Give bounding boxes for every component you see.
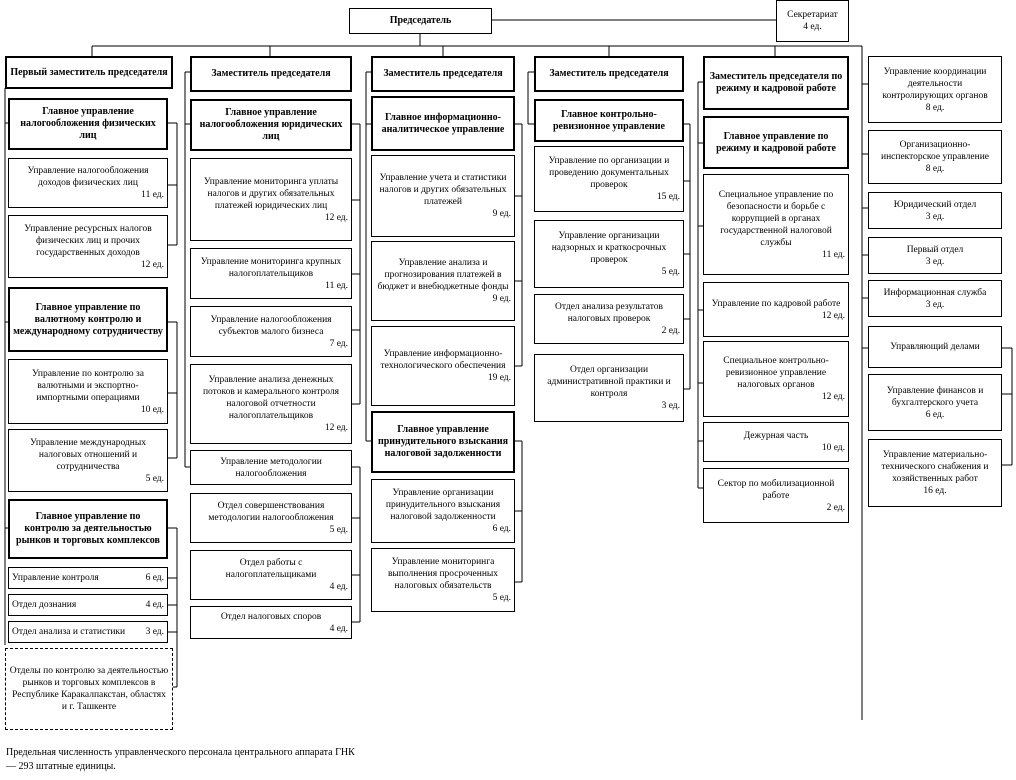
unit-count: 12 ед. [324, 212, 348, 223]
col4-deputy-box [534, 56, 684, 92]
unit-count: 9 ед. [492, 294, 511, 304]
col1-dept2-unit-1 [8, 359, 168, 424]
col5-dept1-unit-3 [703, 341, 849, 417]
col6-unit-3 [868, 192, 1002, 229]
col4-dept1-unit-3 [534, 294, 684, 344]
unit-count: 11 ед. [822, 249, 845, 260]
col5-deputy-title: Заместитель председателя по режиму и кадровой работе [709, 71, 843, 94]
col3-dept2-unit-1 [371, 479, 515, 543]
unit-count: 12 ед. [324, 423, 348, 433]
unit-title: Управление мониторинга выполнения просроченных налоговых обязательств [387, 557, 499, 591]
col3-deputy-box [371, 56, 515, 92]
col3-dept2-title: Главное управление принудительного взыскания налоговой задолженности [377, 424, 509, 459]
unit-title: Отдел анализа и статистики [12, 627, 126, 637]
col5-dept1-unit-2 [703, 282, 849, 337]
unit-count: 2 ед. [661, 326, 680, 336]
unit-title: Управление по контролю за валютными и экспортно-импортными операциями [31, 368, 145, 403]
first-deputy-box [5, 56, 173, 89]
col5-deputy-box [703, 56, 849, 110]
unit-title: Управление по кадровой работе [711, 298, 841, 309]
unit-title: Управление международных налоговых отношений и сотрудничества [30, 437, 146, 472]
unit-count: 5 ед. [661, 267, 680, 277]
col1-dept2-unit-2 [8, 429, 168, 492]
col1-dept3-unit-3 [8, 621, 168, 643]
col2-dept2-unit-1 [190, 493, 352, 543]
unit-title: Отдел анализа результатов налоговых проверок [554, 302, 663, 324]
unit-count: 6 ед. [145, 573, 164, 583]
unit-count: 19 ед. [487, 373, 511, 383]
unit-title: Управление анализа денежных потоков и камерального контроля налоговой отчетности налогоплательщиков [202, 375, 340, 421]
col1-dept1-unit-1 [8, 158, 168, 208]
unit-title: Сектор по мобилизационной работе [717, 478, 835, 501]
unit-title: Управление мониторинга уплаты налогов и других обязательных платежей юридических лиц [203, 176, 339, 211]
col4-dept1-unit-2 [534, 220, 684, 288]
col4-dept1-title: Главное контрольно-ревизионное управление [552, 108, 665, 132]
col3-dept1-box [371, 96, 515, 151]
unit-title: Организационно-инспекторское управление [880, 140, 989, 162]
col1-dept1-box [8, 98, 168, 150]
unit-title: Отдел работы с налогоплательщиками [225, 558, 317, 580]
col6-unit-2 [868, 130, 1002, 184]
col5-dept1-unit-1 [703, 174, 849, 275]
col1-dept3-title: Главное управление по контролю за деятельностью рынков и торговых комплексов [16, 511, 160, 546]
unit-count: 5 ед. [329, 525, 348, 535]
regional-title: Отделы по контролю за деятельностью рынков и торговых комплексов в Республике Каракалпакстан, областях и г. Ташкенте [9, 666, 169, 712]
col4-deputy-title: Заместитель председателя [549, 68, 669, 79]
col2-dept1-unit-4 [190, 364, 352, 444]
unit-title: Управление контроля [12, 573, 99, 583]
unit-count: 4 ед. [145, 600, 164, 610]
col2-dept2-box [190, 450, 352, 485]
unit-count: 11 ед. [141, 190, 164, 200]
unit-title: Специальное управление по безопасности и борьбе с коррупцией в органах государственной налоговой службы [718, 189, 834, 248]
unit-title: Управление мониторинга крупных налогоплательщиков [200, 256, 342, 279]
col6-manager-unit-2 [868, 439, 1002, 507]
unit-title: Первый отдел [906, 244, 964, 255]
unit-title: Управление анализа и прогнозирования платежей в бюджет и внебюджетные фонды [377, 258, 509, 292]
chairman-title: Председатель [389, 15, 452, 26]
col3-deputy-title: Заместитель председателя [383, 68, 503, 79]
regional-departments-box [5, 648, 173, 730]
col2-dept1-unit-2 [190, 248, 352, 299]
unit-count: 11 ед. [325, 280, 348, 291]
col2-dept1-unit-3 [190, 306, 352, 357]
col2-deputy-title: Заместитель председателя [211, 68, 331, 79]
first-deputy-title: Первый заместитель председателя [10, 66, 168, 78]
unit-count: 6 ед. [492, 524, 511, 534]
col1-dept3-unit-2 [8, 594, 168, 616]
col4-dept1-box [534, 99, 684, 142]
unit-title: Управление налогообложения субъектов малого бизнеса [210, 314, 332, 337]
unit-count: 4 ед. [329, 582, 348, 592]
unit-count: 2 ед. [826, 502, 845, 513]
secretariat-title: Секретариат [787, 10, 838, 20]
col4-dept1-unit-4 [534, 354, 684, 422]
unit-title: Дежурная часть [743, 431, 809, 441]
unit-count: 12 ед. [140, 259, 164, 270]
unit-count: 16 ед. [923, 486, 947, 496]
col5-dept1-unit-5 [703, 468, 849, 523]
unit-count: 3 ед. [925, 256, 945, 267]
unit-count: 12 ед. [821, 392, 845, 402]
col1-dept3-unit-1 [8, 567, 168, 589]
col5-dept1-unit-4 [703, 422, 849, 462]
unit-count: 7 ед. [329, 338, 348, 349]
unit-title: Отдел дознания [12, 600, 77, 610]
col6-unit-5 [868, 280, 1002, 317]
col1-dept3-box [8, 499, 168, 559]
col2-dept1-unit-1 [190, 158, 352, 241]
col3-dept1-unit-2 [371, 241, 515, 321]
unit-title: Управление координации деятельности контролирующих органов [882, 66, 988, 101]
secretariat-count: 4 ед. [803, 22, 822, 32]
unit-count: 5 ед. [145, 473, 164, 484]
unit-title: Отдел организации административной практики и контроля [547, 365, 671, 399]
unit-title: Специальное контрольно-ревизионное управление налоговых органов [723, 356, 829, 390]
unit-count: 10 ед. [821, 443, 845, 453]
unit-title: Управление налогообложения доходов физических лиц [27, 166, 149, 188]
col5-dept1-box [703, 116, 849, 169]
col3-dept1-title: Главное информационно-аналитическое управление [381, 111, 505, 135]
unit-count: 15 ед. [656, 192, 680, 202]
col2-dept2-unit-2 [190, 550, 352, 600]
col5-dept1-title: Главное управление по режиму и кадровой работе [716, 130, 836, 154]
col3-dept1-unit-3 [371, 326, 515, 406]
unit-count: 4 ед. [329, 623, 348, 634]
secretariat-box [776, 0, 849, 42]
col6-unit-4 [868, 237, 1002, 274]
unit-count: 8 ед. [925, 102, 945, 113]
footnote: Предельная численность управленческого персонала центрального аппарата ГНК — 293 штатные единицы. [6, 747, 355, 772]
col2-dept1-box [190, 99, 352, 151]
unit-title: Отдел совершенствования методологии налогообложения [208, 501, 334, 523]
unit-count: 3 ед. [925, 299, 945, 310]
col6-unit-1 [868, 56, 1002, 123]
col1-dept1-title: Главное управление налогообложения физических лиц [20, 106, 156, 141]
unit-count: 3 ед. [925, 211, 945, 222]
col2-dept2-title: Управление методологии налогообложения [220, 456, 322, 479]
managing-director-title: Управляющий делами [890, 342, 980, 352]
unit-title: Отдел налоговых споров [220, 611, 322, 622]
chairman-box [349, 8, 492, 34]
col1-dept1-unit-2 [8, 215, 168, 278]
unit-count: 9 ед. [492, 209, 511, 219]
col6-manager-unit-1 [868, 374, 1002, 431]
unit-title: Управление организации надзорных и краткосрочных проверок [551, 231, 667, 265]
unit-count: 12 ед. [821, 310, 845, 321]
unit-title: Управление учета и статистики налогов и других обязательных платежей [379, 173, 507, 207]
col3-dept2-box [371, 411, 515, 473]
unit-title: Управление организации принудительного взыскания налоговой задолженности [385, 488, 501, 522]
col3-dept1-unit-1 [371, 155, 515, 237]
col2-dept1-title: Главное управление налогообложения юридических лиц [199, 107, 343, 142]
unit-title: Управление материально-технического снабжения и хозяйственных работ [881, 450, 989, 484]
col2-deputy-box [190, 56, 352, 92]
col2-dept2-unit-3 [190, 606, 352, 639]
unit-title: Управление по организации и проведению документальных проверок [548, 156, 670, 190]
col1-dept2-title: Главное управление по валютному контролю и международному сотрудничеству [13, 301, 163, 337]
col4-dept1-unit-1 [534, 146, 684, 212]
col3-dept2-unit-2 [371, 548, 515, 612]
unit-title: Управление финансов и бухгалтерского учета [886, 385, 984, 408]
unit-count: 6 ед. [925, 409, 945, 420]
unit-title: Управление ресурсных налогов физических лиц и прочих государственных доходов [24, 223, 152, 258]
unit-count: 10 ед. [140, 404, 164, 415]
unit-count: 3 ед. [661, 401, 680, 411]
unit-title: Информационная служба [883, 287, 987, 298]
unit-count: 5 ед. [492, 593, 511, 603]
unit-title: Юридический отдел [893, 199, 977, 210]
unit-title: Управление информационно-технологического обеспечения [380, 349, 506, 371]
managing-director-box [868, 326, 1002, 368]
unit-count: 3 ед. [145, 627, 164, 637]
col1-dept2-box [8, 287, 168, 352]
unit-count: 8 ед. [925, 164, 945, 174]
